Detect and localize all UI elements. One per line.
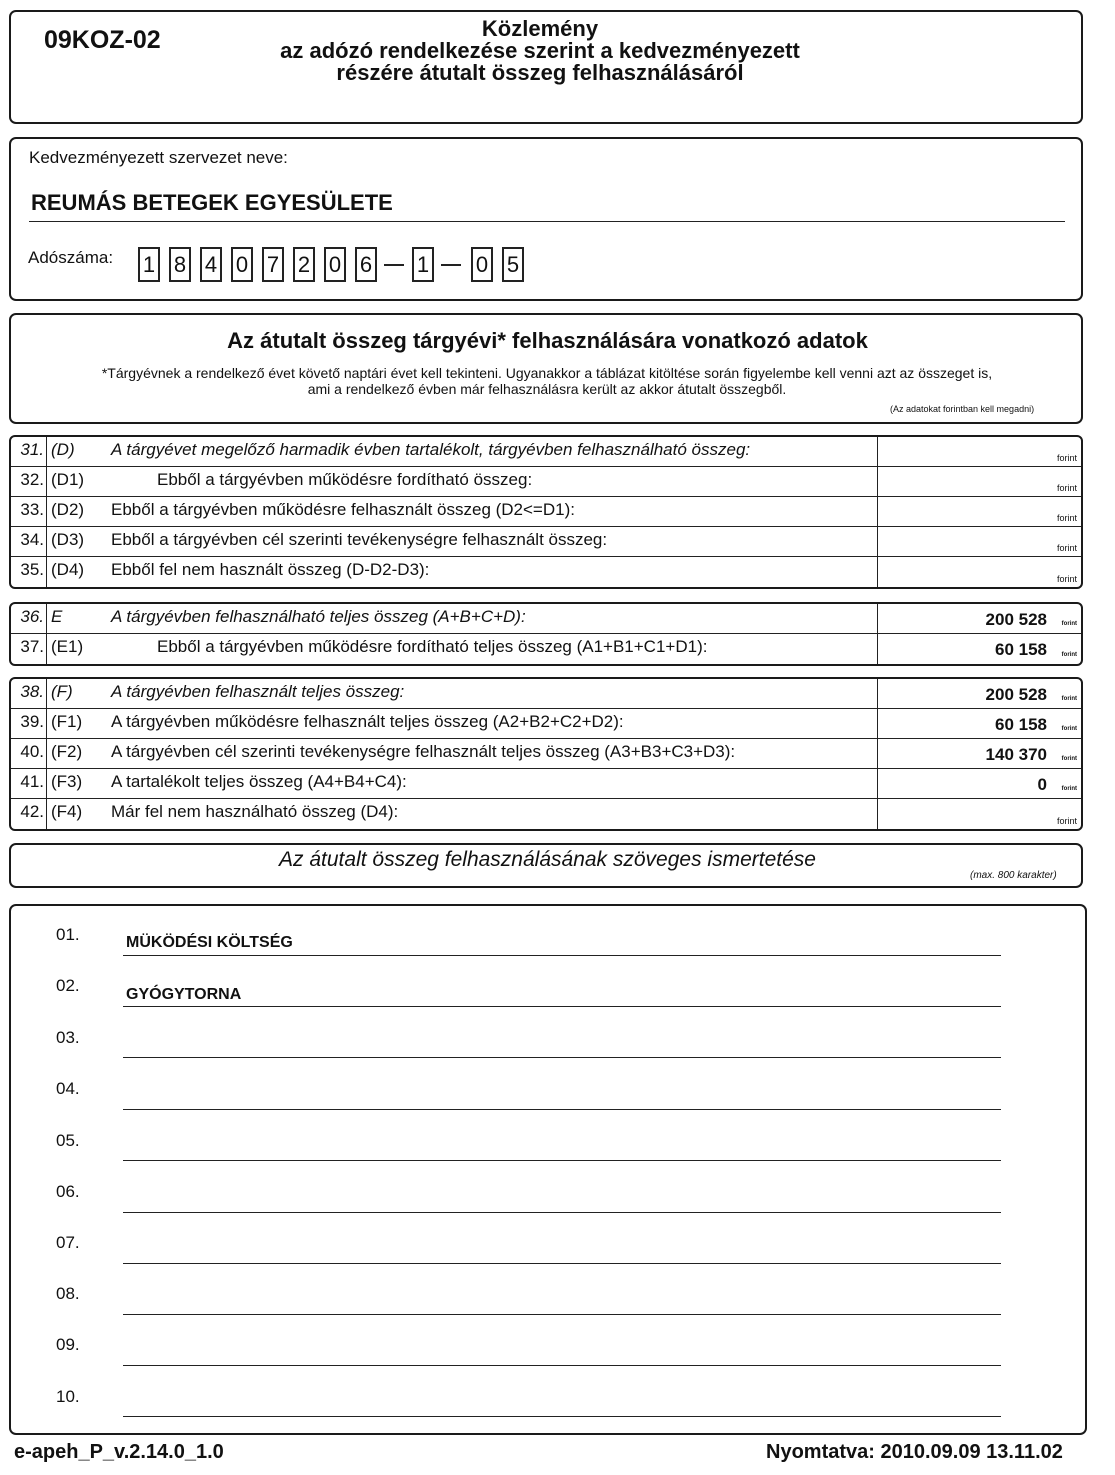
note-line-2: ami a rendelkező évben már felhasználásra került az akkor átutalt összegből. [307, 381, 787, 397]
row-code: (D1) [51, 470, 85, 489]
table-row [11, 769, 1081, 799]
row-description: A tárgyévet megelőző harmadik évben tartalékolt, tárgyévben felhasználható összeg: [111, 440, 751, 459]
row-unit: forint [1061, 756, 1077, 762]
row-unit: forint [1061, 696, 1077, 702]
row-value-cell [877, 769, 1081, 798]
row-number: 33. [11, 497, 47, 526]
tax-digit: 2 [293, 247, 315, 282]
table-row [11, 679, 1081, 709]
row-unit: forint [1056, 513, 1077, 523]
text-line [123, 1365, 1001, 1366]
row-description: Ebből a tárgyévben működésre fordítható összeg: [157, 470, 533, 489]
row-number: 34. [11, 527, 47, 556]
row-value-cell [877, 467, 1081, 496]
row-code: (F) [51, 682, 73, 701]
data-section-note [14, 365, 1080, 397]
row-description: Ebből a tárgyévben cél szerinti tevékenységre felhasznált összeg: [111, 530, 608, 549]
row-code: (F4) [51, 802, 83, 821]
row-number: 41. [11, 769, 47, 798]
row-unit: forint [1061, 786, 1077, 792]
tax-digit: 6 [355, 247, 377, 282]
text-line [123, 1212, 1001, 1213]
data-table-e [9, 602, 1083, 666]
text-line [123, 1109, 1001, 1110]
tax-digit: 1 [138, 247, 160, 282]
row-value-cell [877, 709, 1081, 738]
line-number: 08. [56, 1284, 80, 1303]
tax-separator [441, 264, 461, 266]
row-value-cell [877, 679, 1081, 708]
line-text: GYÓGYTORNA [126, 986, 242, 1003]
row-value: 0 [1037, 775, 1047, 794]
row-code: E [51, 607, 63, 626]
row-description: Ebből a tárgyévben működésre felhasznált összeg (D2<=D1): [111, 500, 575, 519]
row-number: 42. [11, 799, 47, 829]
text-line [123, 1160, 1001, 1161]
row-number: 38. [11, 679, 47, 708]
data-table-f [9, 677, 1083, 831]
table-row [11, 467, 1081, 497]
text-description-box [9, 904, 1087, 1435]
row-unit: forint [1056, 543, 1077, 553]
row-value: 60 158 [995, 715, 1047, 734]
text-line [123, 1057, 1001, 1058]
row-description: A tárgyévben felhasznált teljes összeg: [111, 682, 405, 701]
tax-digit: 0 [231, 247, 253, 282]
text-line [123, 1314, 1001, 1315]
form-version: e-apeh_P_v.2.14.0_1.0 [14, 1441, 224, 1463]
row-code: (E1) [51, 637, 84, 656]
row-unit: forint [1056, 453, 1077, 463]
row-description: Már fel nem használható összeg (D4): [111, 802, 399, 821]
table-row [11, 527, 1081, 557]
form-code: 09KOZ-02 [44, 26, 161, 54]
row-unit: forint [1056, 574, 1077, 584]
row-description: A tárgyévben felhasználható teljes összeg (A+B+C+D): [111, 607, 526, 626]
line-text: MÜKÖDÉSI KÖLTSÉG [126, 934, 293, 951]
data-table-d [9, 435, 1083, 589]
max-characters-note: (max. 800 karakter) [970, 870, 1057, 881]
row-number: 36. [11, 604, 47, 633]
row-code: (F1) [51, 712, 83, 731]
title-line-3: részére átutalt összeg felhasználásáról [336, 60, 744, 85]
table-row [11, 557, 1081, 587]
row-value-cell [877, 739, 1081, 768]
row-number: 31. [11, 437, 47, 466]
org-name-label: Kedvezményezett szervezet neve: [29, 148, 288, 167]
row-value-cell [877, 634, 1081, 664]
row-unit: forint [1061, 726, 1077, 732]
row-value: 60 158 [995, 640, 1047, 659]
line-number: 07. [56, 1233, 80, 1252]
row-value: 140 370 [985, 745, 1047, 764]
row-description: A tárgyévben cél szerinti tevékenységre felhasznált teljes összeg (A3+B3+C3+D3): [111, 742, 736, 761]
line-number: 09. [56, 1335, 80, 1354]
tax-number-label: Adószáma: [28, 248, 114, 267]
row-value: 200 528 [985, 610, 1047, 629]
text-line [123, 1416, 1001, 1417]
row-description: A tartalékolt teljes összeg (A4+B4+C4): [111, 772, 407, 791]
table-row [11, 739, 1081, 769]
table-row [11, 799, 1081, 829]
row-unit: forint [1056, 816, 1077, 826]
line-number: 06. [56, 1182, 80, 1201]
tax-digit: 8 [169, 247, 191, 282]
row-code: (D2) [51, 500, 85, 519]
text-line [123, 1006, 1001, 1007]
line-number: 02. [56, 976, 80, 995]
tax-digit: 0 [324, 247, 346, 282]
row-code: (F3) [51, 772, 83, 791]
table-row [11, 709, 1081, 739]
print-timestamp: Nyomtatva: 2010.09.09 13.11.02 [766, 1441, 1063, 1463]
unit-note: (Az adatokat forintban kell megadni) [890, 404, 1035, 414]
row-value-cell [877, 437, 1081, 466]
row-number: 35. [11, 557, 47, 587]
line-number: 04. [56, 1079, 80, 1098]
row-code: (D4) [51, 560, 85, 579]
text-section-title: Az átutalt összeg felhasználásának szöveges ismertetése [279, 848, 816, 871]
data-section-title: Az átutalt összeg tárgyévi* felhasználására vonatkozó adatok [227, 328, 868, 353]
tax-separator [384, 264, 404, 266]
line-number: 05. [56, 1131, 80, 1150]
line-number: 01. [56, 925, 80, 944]
table-row [11, 437, 1081, 467]
row-value-cell [877, 799, 1081, 829]
note-line-1: *Tárgyévnek a rendelkező évet követő naptári évet kell tekinteni. Ugyanakkor a táblázat kitöltése során figyelembe kell venni azt az összeget is, [101, 365, 993, 381]
org-name-value: REUMÁS BETEGEK EGYESÜLETE [31, 190, 393, 215]
tax-digit: 0 [471, 247, 493, 282]
form-title [180, 18, 900, 84]
row-value-cell [877, 604, 1081, 633]
row-number: 39. [11, 709, 47, 738]
text-line [123, 1263, 1001, 1264]
row-code: (D3) [51, 530, 85, 549]
row-description: Ebből a tárgyévben működésre fordítható teljes összeg (A1+B1+C1+D1): [157, 637, 708, 656]
row-value-cell [877, 557, 1081, 587]
tax-digit: 1 [412, 247, 434, 282]
row-unit: forint [1056, 483, 1077, 493]
tax-digit: 5 [502, 247, 524, 282]
table-row [11, 604, 1081, 634]
row-unit: forint [1061, 621, 1077, 627]
row-value-cell [877, 497, 1081, 526]
org-name-underline [29, 221, 1065, 222]
row-number: 32. [11, 467, 47, 496]
line-number: 03. [56, 1028, 80, 1047]
row-code: (D) [51, 440, 75, 459]
text-line [123, 955, 1001, 956]
row-value: 200 528 [985, 685, 1047, 704]
line-number: 10. [56, 1387, 80, 1406]
row-code: (F2) [51, 742, 83, 761]
table-row [11, 634, 1081, 664]
row-value-cell [877, 527, 1081, 556]
row-number: 40. [11, 739, 47, 768]
row-description: A tárgyévben működésre felhasznált teljes összeg (A2+B2+C2+D2): [111, 712, 624, 731]
title-line-2: az adózó rendelkezése szerint a kedvezményezett [280, 38, 800, 63]
row-number: 37. [11, 634, 47, 664]
row-description: Ebből fel nem használt összeg (D-D2-D3): [111, 560, 430, 579]
row-unit: forint [1061, 652, 1077, 658]
table-row [11, 497, 1081, 527]
tax-digit: 4 [200, 247, 222, 282]
tax-digit: 7 [262, 247, 284, 282]
title-line-1: Közlemény [481, 16, 599, 41]
